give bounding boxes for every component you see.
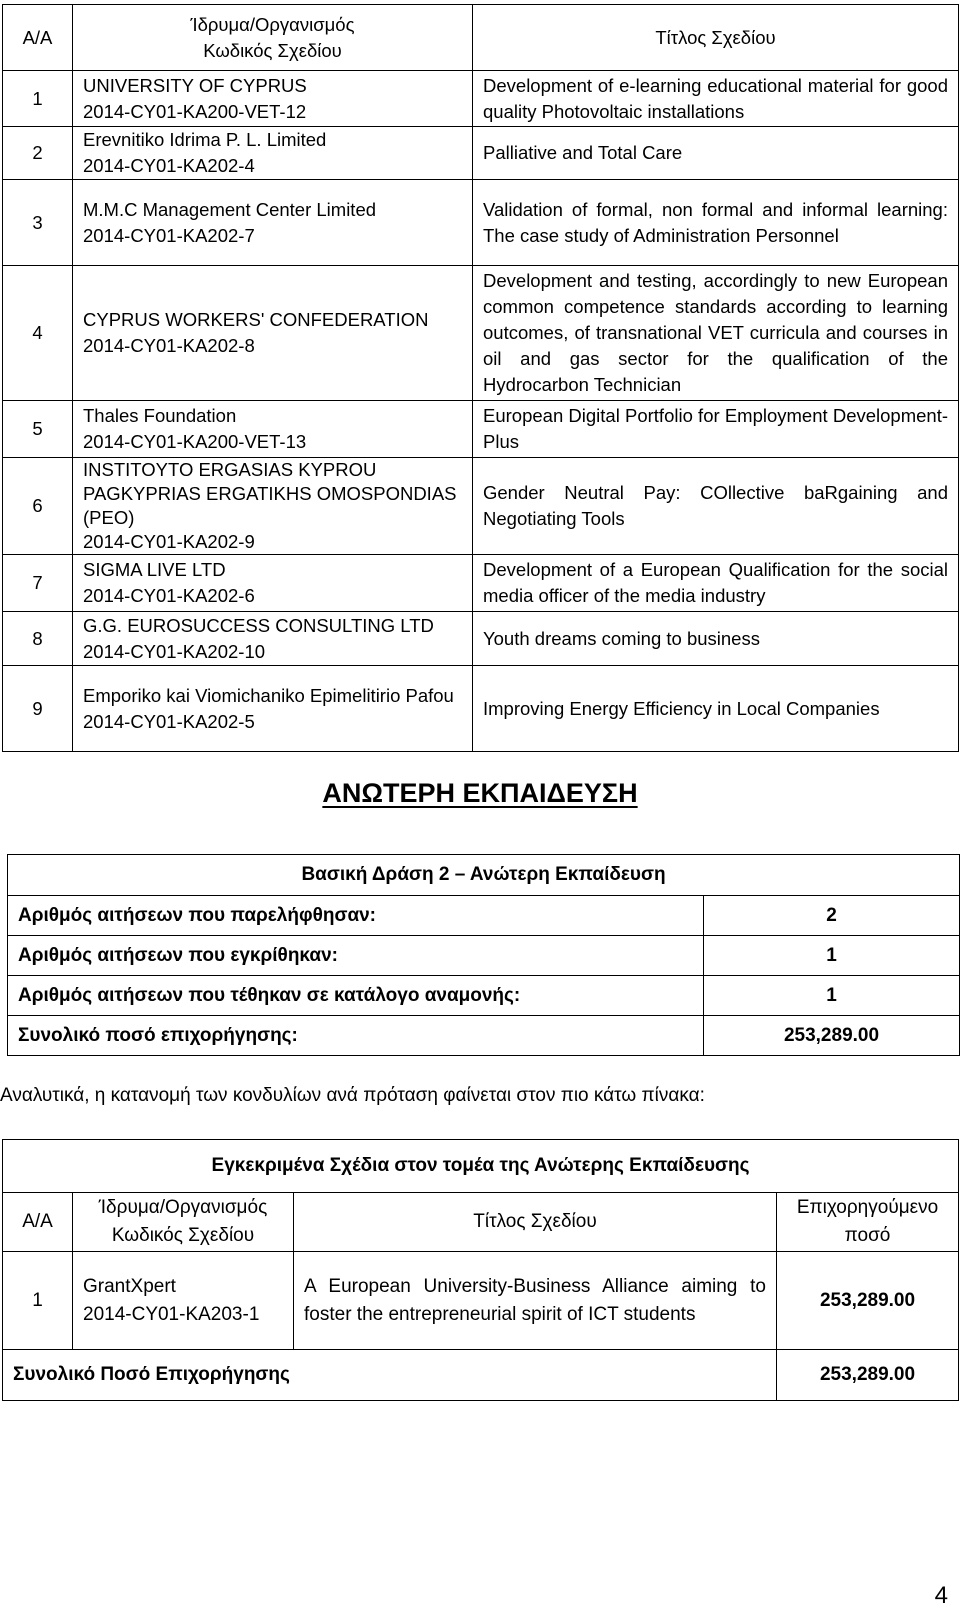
summary-value: 1 xyxy=(704,976,960,1016)
org-header-line1: Ίδρυμα/Οργανισμός xyxy=(98,1197,268,1218)
project-title: Development and testing, accordingly to new European common competence standards according to learning outcomes, of transnational VET curricula and courses in oil and gas sector for the qualification of the Hydrocarbon Technician xyxy=(473,266,959,401)
table-header-row xyxy=(3,1193,959,1252)
org-name: CYPRUS WORKERS' CONFEDERATION xyxy=(83,309,429,330)
summary-label: Αριθμός αιτήσεων που παρελήφθησαν: xyxy=(8,896,704,936)
row-number: 5 xyxy=(3,401,73,458)
column-header-title: Τίτλος Σχεδίου xyxy=(294,1193,777,1252)
row-organisation xyxy=(73,266,473,401)
table-row xyxy=(3,401,959,458)
table-caption: Εγκεκριμένα Σχέδια στον τομέα της Ανώτερης Εκπαίδευσης xyxy=(3,1140,959,1193)
project-title: Youth dreams coming to business xyxy=(473,612,959,666)
project-code: 2014-CY01-KA202-9 xyxy=(83,531,255,552)
total-value: 253,289.00 xyxy=(777,1350,959,1401)
table-row xyxy=(3,127,959,180)
row-number: 9 xyxy=(3,666,73,752)
summary-value: 1 xyxy=(704,936,960,976)
column-header-amount xyxy=(777,1193,959,1252)
org-name: Erevnitiko Idrima P. L. Limited xyxy=(83,129,327,150)
summary-row xyxy=(8,1016,960,1056)
amount-header-line2: ποσό xyxy=(844,1225,891,1246)
table-row xyxy=(3,458,959,555)
org-name: UNIVERSITY OF CYPRUS xyxy=(83,74,307,96)
total-label: Συνολικό Ποσό Επιχορήγησης xyxy=(3,1350,777,1401)
org-name: Thales Foundation xyxy=(83,405,237,426)
row-organisation xyxy=(73,458,473,555)
org-name: G.G. EUROSUCCESS CONSULTING LTD xyxy=(83,614,434,636)
org-header-line2: Κωδικός Σχεδίου xyxy=(111,1225,255,1246)
org-name: GrantXpert xyxy=(83,1275,176,1297)
summary-row xyxy=(8,896,960,936)
summary-value: 2 xyxy=(704,896,960,936)
row-organisation xyxy=(73,180,473,266)
approved-projects-table xyxy=(2,4,959,752)
row-organisation xyxy=(73,1252,294,1350)
intro-paragraph: Αναλυτικά, η κατανομή των κονδυλίων ανά πρόταση φαίνεται στον πιο κάτω πίνακα: xyxy=(0,1085,705,1106)
row-number: 3 xyxy=(3,180,73,266)
project-title: Improving Energy Efficiency in Local Companies xyxy=(473,666,959,752)
project-title: Validation of formal, non formal and informal learning: The case study of Administration Personnel xyxy=(473,180,959,266)
org-name: INSTITOYTO ERGASIAS KYPROU PAGKYPRIAS ERGATIKHS OMOSPONDIAS (PEO) xyxy=(83,459,457,528)
row-number: 4 xyxy=(3,266,73,401)
project-code: 2014-CY01-KA202-5 xyxy=(83,710,255,732)
table-row xyxy=(3,612,959,666)
table-row xyxy=(3,71,959,127)
project-title: Gender Neutral Pay: COllective baRgaining and Negotiating Tools xyxy=(473,458,959,555)
row-organisation xyxy=(73,71,473,127)
project-code: 2014-CY01-KA202-10 xyxy=(83,640,266,662)
project-code: 2014-CY01-KA202-4 xyxy=(83,155,255,176)
section-heading-text: ΑΝΩΤΕΡΗ ΕΚΠΑΙΔΕΥΣΗ xyxy=(322,778,638,808)
row-organisation xyxy=(73,401,473,458)
amount-header-line1: Επιχορηγούμενο xyxy=(796,1197,939,1218)
project-title: Palliative and Total Care xyxy=(473,127,959,180)
column-header-organisation xyxy=(73,5,473,71)
section-heading xyxy=(0,778,960,809)
summary-label: Αριθμός αιτήσεων που τέθηκαν σε κατάλογο αναμονής: xyxy=(8,976,704,1016)
table-row xyxy=(3,180,959,266)
page-number: 4 xyxy=(934,1582,948,1609)
row-number: 7 xyxy=(3,555,73,612)
total-row xyxy=(3,1350,959,1401)
org-name: Emporiko kai Viomichaniko Epimelitirio Pafou xyxy=(83,684,454,706)
summary-value: 253,289.00 xyxy=(704,1016,960,1056)
table-row xyxy=(3,666,959,752)
column-header-title: Τίτλος Σχεδίου xyxy=(473,5,959,71)
table-row xyxy=(3,1252,959,1350)
table-row xyxy=(3,555,959,612)
org-name: SIGMA LIVE LTD xyxy=(83,559,226,580)
project-title: Development of e-learning educational material for good quality Photovoltaic installations xyxy=(473,71,959,127)
org-header-line1: Ίδρυμα/Οργανισμός xyxy=(190,13,355,35)
row-number: 6 xyxy=(3,458,73,555)
org-name: M.M.C Management Center Limited xyxy=(83,198,377,220)
table-header-row xyxy=(3,5,959,71)
summary-row xyxy=(8,976,960,1016)
summary-label: Αριθμός αιτήσεων που εγκρίθηκαν: xyxy=(8,936,704,976)
row-number: 8 xyxy=(3,612,73,666)
summary-table xyxy=(7,854,960,1056)
summary-title-row xyxy=(8,855,960,896)
project-code: 2014-CY01-KA200-VET-13 xyxy=(83,431,307,452)
column-header-organisation xyxy=(73,1193,294,1252)
column-header-number: Α/Α xyxy=(3,5,73,71)
summary-label: Συνολικό ποσό επιχορήγησης: xyxy=(8,1016,704,1056)
row-organisation xyxy=(73,612,473,666)
project-code: 2014-CY01-KA202-7 xyxy=(83,224,255,246)
row-organisation xyxy=(73,127,473,180)
summary-title: Βασική Δράση 2 – Ανώτερη Εκπαίδευση xyxy=(8,855,960,896)
table-row xyxy=(3,266,959,401)
org-header-line2: Κωδικός Σχεδίου xyxy=(203,39,342,61)
project-code: 2014-CY01-KA200-VET-12 xyxy=(83,100,307,122)
summary-row xyxy=(8,936,960,976)
row-number: 1 xyxy=(3,71,73,127)
table-caption-row xyxy=(3,1140,959,1193)
column-header-number: Α/Α xyxy=(3,1193,73,1252)
project-code: 2014-CY01-KA203-1 xyxy=(83,1303,260,1325)
higher-education-table xyxy=(2,1139,959,1401)
project-code: 2014-CY01-KA202-6 xyxy=(83,585,255,606)
project-title: Development of a European Qualification for the social media officer of the media industry xyxy=(473,555,959,612)
project-code: 2014-CY01-KA202-8 xyxy=(83,335,255,356)
row-organisation xyxy=(73,555,473,612)
row-organisation xyxy=(73,666,473,752)
row-number: 2 xyxy=(3,127,73,180)
project-title: European Digital Portfolio for Employment Development-Plus xyxy=(473,401,959,458)
grant-amount: 253,289.00 xyxy=(777,1252,959,1350)
row-number: 1 xyxy=(3,1252,73,1350)
project-title: A European University-Business Alliance aiming to foster the entrepreneurial spirit of ICT students xyxy=(294,1252,777,1350)
